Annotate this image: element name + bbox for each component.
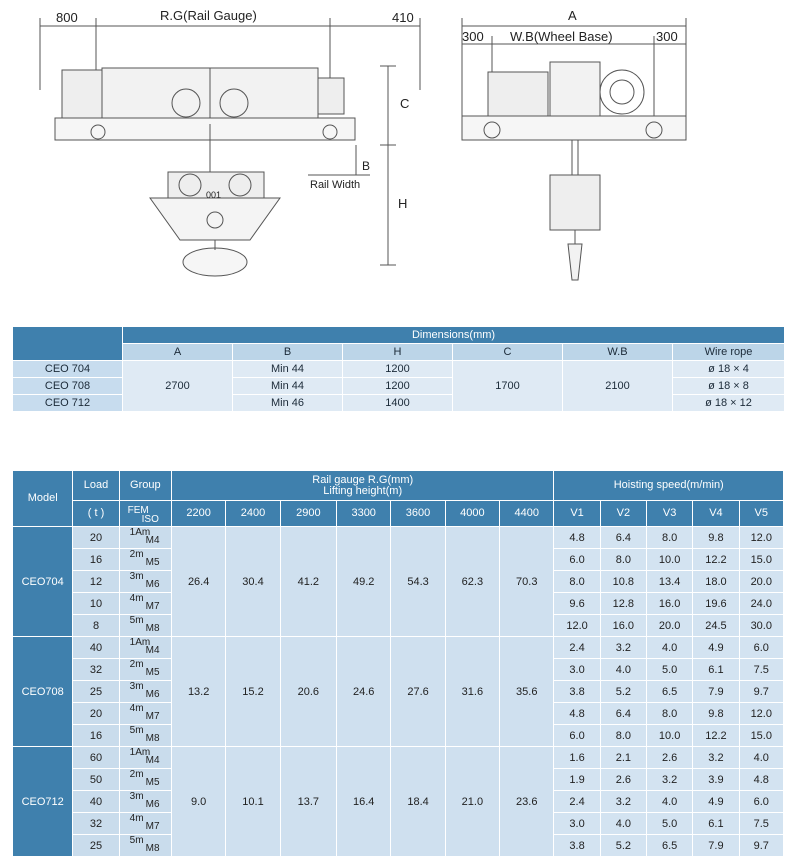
group-fem-value: 5m: [129, 725, 144, 736]
speed-cell: 4.0: [647, 791, 693, 813]
load-cell: 32: [73, 813, 119, 835]
speed-cell: 7.5: [739, 813, 783, 835]
speed-cell: 2.6: [600, 769, 646, 791]
group-iso-value: M6: [145, 799, 160, 810]
speed-cell: 4.0: [600, 659, 646, 681]
speed-cell: 8.0: [600, 725, 646, 747]
speed-cell: 18.0: [693, 571, 739, 593]
table-row: [13, 747, 784, 769]
dim-c-value: 1700: [453, 361, 563, 412]
dim-wire-value: ø 18 × 12: [673, 395, 785, 412]
group-iso-value: M8: [145, 733, 160, 744]
header-iso: ISO: [141, 513, 159, 525]
load-cell: 40: [73, 637, 119, 659]
header-fem-iso: [119, 501, 171, 527]
dim-col-header: H: [343, 344, 453, 361]
header-rail-gauge-line1: Rail gauge R.G(mm): [312, 473, 414, 486]
specification-table: [12, 470, 784, 857]
group-fem-value: 1Am: [129, 527, 151, 538]
speed-cell: 6.0: [739, 637, 783, 659]
header-speed-v5: V5: [739, 501, 783, 527]
lifting-height-cell: 21.0: [445, 747, 499, 857]
lifting-height-cell: 27.6: [391, 637, 445, 747]
speed-cell: 12.0: [554, 615, 600, 637]
table-row: [13, 527, 784, 549]
speed-cell: 1.6: [554, 747, 600, 769]
load-cell: 40: [73, 791, 119, 813]
speed-cell: 2.4: [554, 791, 600, 813]
dim-col-header: Wire rope: [673, 344, 785, 361]
speed-cell: 12.2: [693, 549, 739, 571]
dim-300-left-label: 300: [462, 29, 484, 44]
group-fem-value: 5m: [129, 835, 144, 846]
speed-cell: 2.1: [600, 747, 646, 769]
speed-cell: 3.8: [554, 835, 600, 857]
speed-cell: 6.1: [693, 659, 739, 681]
group-cell: [119, 593, 171, 615]
group-cell: [119, 747, 171, 769]
speed-cell: 4.0: [647, 637, 693, 659]
speed-cell: 4.9: [693, 637, 739, 659]
speed-cell: 9.6: [554, 593, 600, 615]
group-iso-value: M7: [145, 821, 160, 832]
speed-cell: 15.0: [739, 549, 783, 571]
load-cell: 32: [73, 659, 119, 681]
group-cell: [119, 725, 171, 747]
lifting-height-cell: 31.6: [445, 637, 499, 747]
speed-cell: 8.0: [647, 527, 693, 549]
dim-300-right-label: 300: [656, 29, 678, 44]
group-iso-value: M4: [145, 645, 160, 656]
dim-c-label: C: [400, 96, 410, 111]
lifting-height-cell: 18.4: [391, 747, 445, 857]
lifting-height-cell: 62.3: [445, 527, 499, 637]
speed-cell: 12.0: [739, 703, 783, 725]
rail-width-label: Rail Width: [310, 179, 361, 191]
group-iso-value: M7: [145, 601, 160, 612]
header-speed-v2: V2: [600, 501, 646, 527]
speed-cell: 12.0: [739, 527, 783, 549]
speed-cell: 5.2: [600, 835, 646, 857]
group-cell: [119, 813, 171, 835]
header-model: Model: [13, 471, 73, 527]
load-cell: 10: [73, 593, 119, 615]
dim-col-header: A: [123, 344, 233, 361]
speed-cell: 7.9: [693, 835, 739, 857]
speed-cell: 4.0: [739, 747, 783, 769]
load-cell: 16: [73, 549, 119, 571]
dim-model-cell: CEO 704: [13, 361, 123, 378]
group-iso-value: M5: [145, 777, 160, 788]
dim-h-label: H: [398, 196, 408, 211]
dim-h-value: 1400: [343, 395, 453, 412]
group-cell: [119, 769, 171, 791]
group-cell: [119, 637, 171, 659]
speed-cell: 4.8: [554, 527, 600, 549]
speed-cell: 4.8: [739, 769, 783, 791]
dim-h-value: 1200: [343, 378, 453, 395]
group-fem-value: 2m: [129, 659, 144, 670]
load-cell: 12: [73, 571, 119, 593]
dim-a-label: A: [568, 8, 577, 23]
speed-cell: 4.8: [554, 703, 600, 725]
model-name-cell: CEO708: [13, 637, 73, 747]
dim-a-value: 2700: [123, 361, 233, 412]
speed-cell: 6.4: [600, 527, 646, 549]
group-iso-value: M4: [145, 535, 160, 546]
group-iso-value: M5: [145, 557, 160, 568]
lifting-height-cell: 20.6: [280, 637, 336, 747]
lifting-height-cell: 13.2: [171, 637, 225, 747]
header-gauge-0: 2200: [171, 501, 225, 527]
group-cell: [119, 527, 171, 549]
hoist-technical-drawing: [0, 0, 791, 300]
lifting-height-cell: 35.6: [500, 637, 554, 747]
speed-cell: 4.0: [600, 813, 646, 835]
model-name-cell: CEO712: [13, 747, 73, 857]
speed-cell: 16.0: [600, 615, 646, 637]
dimensions-table: [12, 326, 785, 412]
speed-cell: 5.2: [600, 681, 646, 703]
dim-410-label: 410: [392, 10, 414, 25]
speed-cell: 20.0: [647, 615, 693, 637]
speed-cell: 3.2: [600, 791, 646, 813]
dim-wire-value: ø 18 × 8: [673, 378, 785, 395]
group-cell: [119, 659, 171, 681]
speed-cell: 8.0: [647, 703, 693, 725]
speed-cell: 10.0: [647, 549, 693, 571]
speed-cell: 20.0: [739, 571, 783, 593]
header-load-unit: ( t ): [73, 501, 119, 527]
group-cell: [119, 549, 171, 571]
speed-cell: 30.0: [739, 615, 783, 637]
speed-cell: 4.9: [693, 791, 739, 813]
group-cell: [119, 571, 171, 593]
speed-cell: 9.8: [693, 527, 739, 549]
header-fem: FEM: [127, 504, 149, 516]
group-iso-value: M6: [145, 689, 160, 700]
lifting-height-cell: 24.6: [337, 637, 391, 747]
header-rail-gauge: [171, 471, 553, 501]
header-group: Group: [119, 471, 171, 501]
speed-cell: 6.0: [554, 725, 600, 747]
load-cell: 8: [73, 615, 119, 637]
speed-cell: 6.4: [600, 703, 646, 725]
lifting-height-cell: 41.2: [280, 527, 336, 637]
group-fem-value: 1Am: [129, 637, 151, 648]
model-name-cell: CEO704: [13, 527, 73, 637]
group-iso-value: M7: [145, 711, 160, 722]
header-gauge-1: 2400: [226, 501, 280, 527]
group-cell: [119, 703, 171, 725]
speed-cell: 3.0: [554, 659, 600, 681]
group-iso-value: M8: [145, 843, 160, 854]
speed-cell: 1.9: [554, 769, 600, 791]
dim-h-value: 1200: [343, 361, 453, 378]
dim-wheel-base-label: W.B(Wheel Base): [510, 29, 613, 44]
group-iso-value: M6: [145, 579, 160, 590]
header-gauge-5: 4000: [445, 501, 499, 527]
header-speed-v4: V4: [693, 501, 739, 527]
speed-cell: 6.5: [647, 681, 693, 703]
speed-cell: 19.6: [693, 593, 739, 615]
group-cell: [119, 835, 171, 857]
lifting-height-cell: 70.3: [500, 527, 554, 637]
dim-b-value: Min 46: [233, 395, 343, 412]
dim-b-value: Min 44: [233, 378, 343, 395]
load-cell: 16: [73, 725, 119, 747]
group-fem-value: 5m: [129, 615, 144, 626]
group-fem-value: 2m: [129, 549, 144, 560]
dim-800-label: 800: [56, 10, 78, 25]
lifting-height-cell: 13.7: [280, 747, 336, 857]
group-fem-value: 3m: [129, 791, 144, 802]
speed-cell: 9.7: [739, 835, 783, 857]
header-gauge-3: 3300: [337, 501, 391, 527]
speed-cell: 24.5: [693, 615, 739, 637]
dim-wb-value: 2100: [563, 361, 673, 412]
speed-cell: 3.0: [554, 813, 600, 835]
header-rail-gauge-line2: Lifting height(m): [323, 484, 403, 497]
speed-cell: 12.8: [600, 593, 646, 615]
speed-cell: 3.8: [554, 681, 600, 703]
group-fem-value: 4m: [129, 593, 144, 604]
dim-model-cell: CEO 708: [13, 378, 123, 395]
group-iso-value: M4: [145, 755, 160, 766]
dim-col-header: C: [453, 344, 563, 361]
group-iso-value: M8: [145, 623, 160, 634]
header-hoisting-speed: Hoisting speed(m/min): [554, 471, 784, 501]
dim-col-header: B: [233, 344, 343, 361]
group-fem-value: 2m: [129, 769, 144, 780]
lifting-height-cell: 16.4: [337, 747, 391, 857]
table-row: [13, 637, 784, 659]
lifting-height-cell: 30.4: [226, 527, 280, 637]
speed-cell: 6.5: [647, 835, 693, 857]
group-fem-value: 4m: [129, 703, 144, 714]
header-gauge-4: 3600: [391, 501, 445, 527]
dim-b-label: B: [362, 159, 371, 173]
dim-wire-value: ø 18 × 4: [673, 361, 785, 378]
speed-cell: 6.0: [554, 549, 600, 571]
speed-cell: 13.4: [647, 571, 693, 593]
dim-b-value: Min 44: [233, 361, 343, 378]
speed-cell: 8.0: [600, 549, 646, 571]
load-cell: 60: [73, 747, 119, 769]
speed-cell: 24.0: [739, 593, 783, 615]
header-speed-v1: V1: [554, 501, 600, 527]
lifting-height-cell: 26.4: [171, 527, 225, 637]
group-fem-value: 4m: [129, 813, 144, 824]
speed-cell: 3.2: [647, 769, 693, 791]
speed-cell: 3.9: [693, 769, 739, 791]
speed-cell: 9.7: [739, 681, 783, 703]
speed-cell: 8.0: [554, 571, 600, 593]
lifting-height-cell: 15.2: [226, 637, 280, 747]
group-fem-value: 1Am: [129, 747, 151, 758]
dim-col-header: W.B: [563, 344, 673, 361]
header-load: Load: [73, 471, 119, 501]
speed-cell: 7.9: [693, 681, 739, 703]
speed-cell: 9.8: [693, 703, 739, 725]
speed-cell: 10.0: [647, 725, 693, 747]
speed-cell: 15.0: [739, 725, 783, 747]
speed-cell: 3.2: [693, 747, 739, 769]
speed-cell: 12.2: [693, 725, 739, 747]
speed-cell: 2.6: [647, 747, 693, 769]
speed-cell: 5.0: [647, 813, 693, 835]
header-speed-v3: V3: [647, 501, 693, 527]
group-fem-value: 3m: [129, 681, 144, 692]
lifting-height-cell: 9.0: [171, 747, 225, 857]
hook-block-label: 001: [206, 190, 222, 200]
group-iso-value: M5: [145, 667, 160, 678]
speed-cell: 7.5: [739, 659, 783, 681]
lifting-height-cell: 49.2: [337, 527, 391, 637]
load-cell: 25: [73, 681, 119, 703]
load-cell: 20: [73, 703, 119, 725]
header-gauge-2: 2900: [280, 501, 336, 527]
speed-cell: 6.1: [693, 813, 739, 835]
load-cell: 25: [73, 835, 119, 857]
group-cell: [119, 791, 171, 813]
lifting-height-cell: 54.3: [391, 527, 445, 637]
load-cell: 50: [73, 769, 119, 791]
group-cell: [119, 615, 171, 637]
speed-cell: 6.0: [739, 791, 783, 813]
lifting-height-cell: 23.6: [500, 747, 554, 857]
group-fem-value: 3m: [129, 571, 144, 582]
speed-cell: 2.4: [554, 637, 600, 659]
dim-group-header: Dimensions(mm): [123, 327, 785, 344]
speed-cell: 3.2: [600, 637, 646, 659]
speed-cell: 10.8: [600, 571, 646, 593]
speed-cell: 5.0: [647, 659, 693, 681]
load-cell: 20: [73, 527, 119, 549]
group-cell: [119, 681, 171, 703]
header-gauge-6: 4400: [500, 501, 554, 527]
lifting-height-cell: 10.1: [226, 747, 280, 857]
dim-rail-gauge-label: R.G(Rail Gauge): [160, 8, 257, 23]
dim-corner-cell: [13, 327, 123, 361]
speed-cell: 16.0: [647, 593, 693, 615]
dim-model-cell: CEO 712: [13, 395, 123, 412]
